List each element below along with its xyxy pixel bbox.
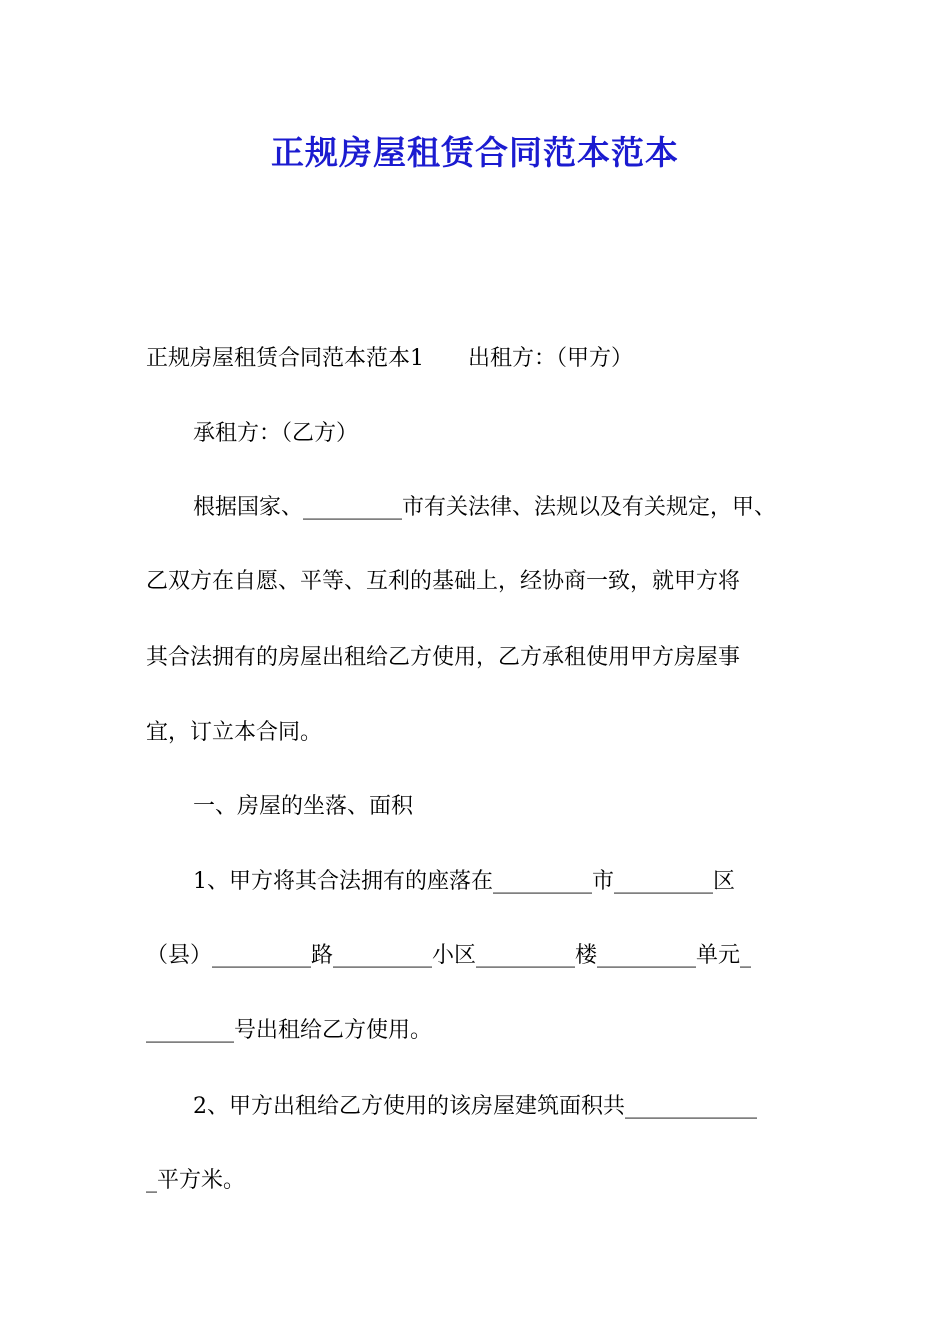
paragraph-line: 1、甲方将其合法拥有的座落在_________市_________区 xyxy=(193,869,735,894)
paragraph-line: （县）_________路_________小区_________楼_________单元_ xyxy=(146,943,752,968)
paragraph-line: 宜，订立本合同。 xyxy=(146,720,323,745)
paragraph-line: ________号出租给乙方使用。 xyxy=(146,1018,433,1043)
section-heading: 一、房屋的坐落、面积 xyxy=(193,794,414,819)
paragraph-line-lessee: 承租方：（乙方） xyxy=(193,421,359,446)
document-title: 正规房屋租赁合同范本范本 xyxy=(271,133,679,172)
paragraph-line: _平方米。 xyxy=(146,1168,246,1193)
paragraph-line: 乙双方在自愿、平等、互利的基础上，经协商一致，就甲方将 xyxy=(146,569,741,594)
paragraph-line: 其合法拥有的房屋出租给乙方使用，乙方承租使用甲方房屋事 xyxy=(146,645,741,670)
paragraph-line-intro: 正规房屋租赁合同范本范本1 出租方：（甲方） xyxy=(146,346,633,371)
paragraph-line: 根据国家、_________市有关法律、法规以及有关规定，甲、 xyxy=(193,495,777,520)
paragraph-line: 2、甲方出租给乙方使用的该房屋建筑面积共____________ xyxy=(193,1094,757,1119)
